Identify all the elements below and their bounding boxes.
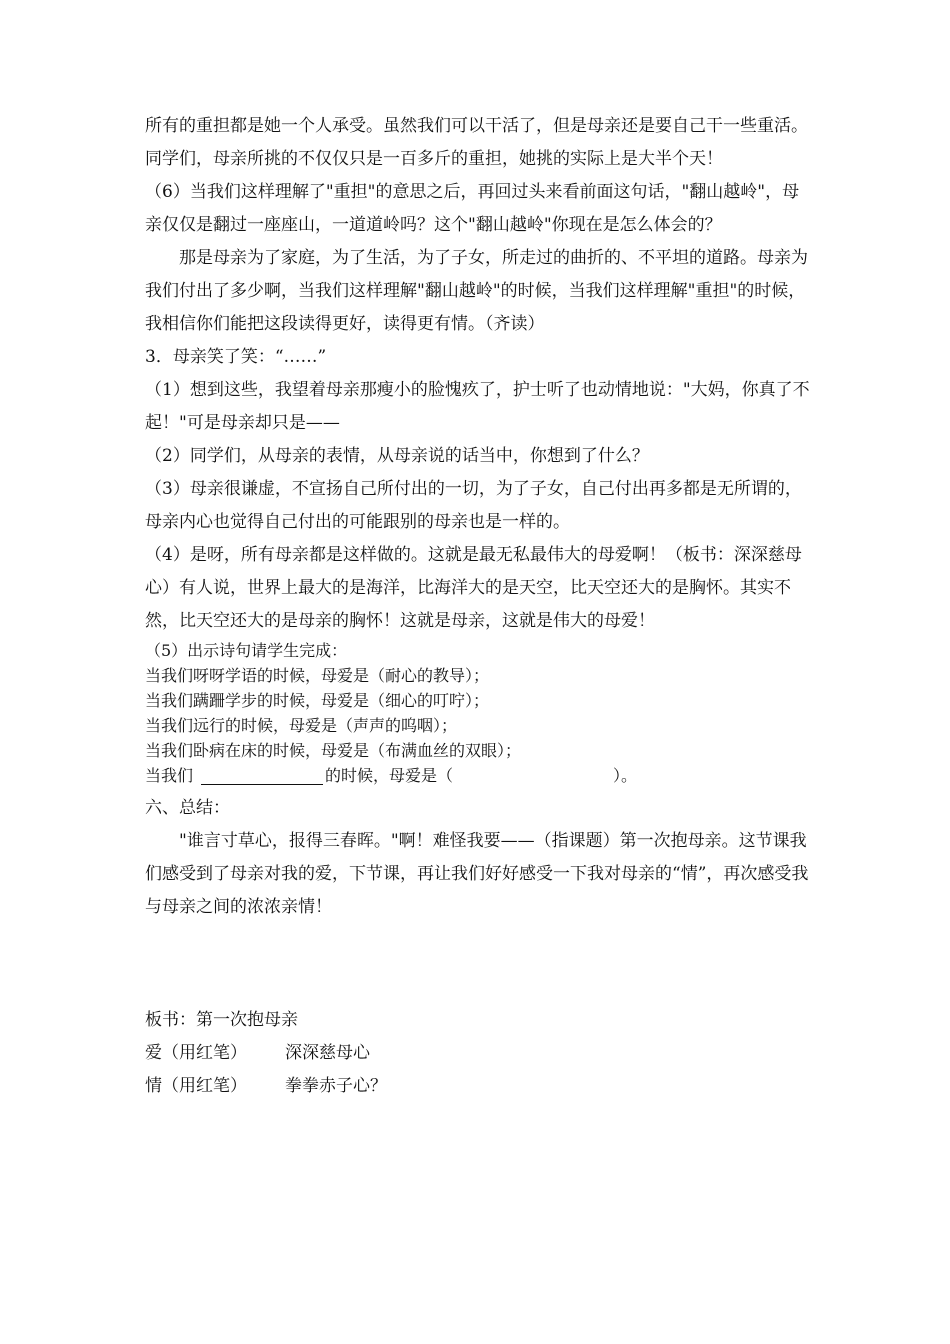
paragraph-item-4: （4）是呀，所有母亲都是这样做的。这就是最无私最伟大的母爱啊！（板书：深深慈母心）有人说，世界上最大的是海洋，比海洋大的是天空，比天空还大的是胸怀。其实不然，比天空还大的是母亲的胸怀！这就是母亲，这就是伟大的母爱！: [145, 545, 802, 631]
board-title: 板书：第一次抱母亲: [145, 1010, 298, 1030]
heading-mother-smiled: 3．母亲笑了笑：“……”: [145, 347, 327, 367]
poem-line-1: 当我们呀呀学语的时候，母爱是（耐心的教导）；: [145, 666, 490, 685]
paragraph-item-5: （5）出示诗句请学生完成：: [145, 641, 348, 660]
heading-summary: 六、总结：: [145, 798, 230, 818]
poem-line-5-middle: 的时候，母爱是（: [325, 766, 454, 785]
board-row-love-label: 爱（用红笔）: [145, 1043, 247, 1063]
paragraph-summary: "谁言寸草心，报得三春晖。"啊！难怪我要——（指课题）第一次抱母亲。这节课我们感受到了母亲对我的爱，下节课，再让我们好好感受一下我对母亲的“情”，再次感受我与母亲之间的浓浓亲情！: [145, 831, 809, 917]
paragraph-item-1: （1）想到这些，我望着母亲那瘦小的脸愧疚了，护士听了也动情地说："大妈，你真了不起！"可是母亲却只是——: [145, 380, 810, 433]
poem-line-3: 当我们远行的时候，母爱是（声声的呜咽）；: [145, 716, 458, 735]
board-row-feeling-text: 拳拳赤子心？: [285, 1076, 387, 1096]
paragraph-mountain-meaning: 那是母亲为了家庭，为了生活，为了子女，所走过的曲折的、不平坦的道路。母亲为我们付出了多少啊，当我们这样理解"翻山越岭"的时候，当我们这样理解"重担"的时候，我相信你们能把这段读得更好，读得更有情。（齐读）: [145, 248, 808, 334]
board-row-love-text: 深深慈母心: [285, 1043, 370, 1063]
poem-line-4: 当我们卧病在床的时候，母爱是（布满血丝的双眼）；: [145, 741, 522, 760]
board-row-feeling: [145, 1070, 810, 1103]
board-row-feeling-label: 情（用红笔）: [145, 1076, 247, 1096]
poem-line-2: 当我们蹒跚学步的时候，母爱是（细心的叮咛）；: [145, 691, 490, 710]
paragraph-question-6: （6）当我们这样理解了"重担"的意思之后，再回过头来看前面这句话，"翻山越岭"，母亲仅仅是翻过一座座山，一道道岭吗？这个"翻山越岭"你现在是怎么体会的？: [145, 182, 800, 235]
paragraph-item-2: （2）同学们，从母亲的表情，从母亲说的话当中，你想到了什么？: [145, 446, 649, 466]
board-row-love: [145, 1037, 810, 1070]
document-page: [145, 110, 810, 1103]
paragraph-item-3: （3）母亲很谦虚，不宣扬自己所付出的一切，为了子女，自己付出再多都是无所谓的，母亲内心也觉得自己付出的可能跟别的母亲也是一样的。: [145, 479, 802, 532]
poem-line-5-start: 当我们: [145, 766, 194, 785]
poem-line-5-end: ）。: [613, 766, 638, 785]
poem-line-5: [145, 763, 810, 788]
fill-in-blank-line: [201, 766, 323, 785]
paragraph-burden: 所有的重担都是她一个人承受。虽然我们可以干活了，但是母亲还是要自己干一些重活。同学们，母亲所挑的不仅仅只是一百多斤的重担，她挑的实际上是大半个天！: [145, 116, 808, 169]
